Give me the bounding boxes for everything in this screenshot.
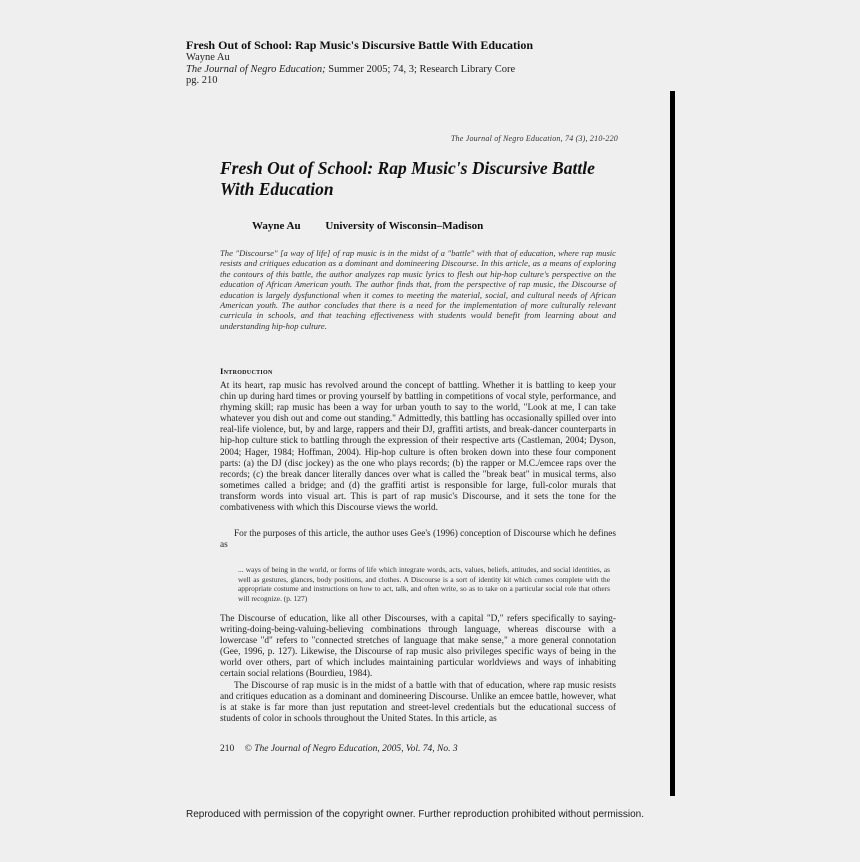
article-title: Fresh Out of School: Rap Music's Discursive Battle With Education (220, 158, 595, 199)
paragraph-text: The Discourse of education, like all other Discourses, with a capital "D," refers specifically to saying-writing-doing-being-valuing-believing combinations through language, whereas discourse with a lowercase "d" refers to "connected stretches of language that make sense," a more general connotation (Gee, 1996, p. 127). Likewise, the Discourse of rap music also privileges specific ways of being in the world over others, part of which includes maintaining particular worldviews and ways of inhabiting certain social relations (Bourdieu, 1984). (220, 614, 616, 680)
section-heading: Introduction (220, 366, 273, 376)
reproduction-notice: Reproduced with permission of the copyright owner. Further reproduction prohibited without permission. (186, 809, 645, 820)
citation-header (186, 39, 786, 87)
body-paragraph (220, 681, 616, 725)
page-footer (220, 744, 458, 754)
citation-journal (186, 64, 786, 76)
footer-citation: © The Journal of Negro Education, 2005, Vol. 74, No. 3 (244, 744, 458, 754)
article-page (180, 92, 668, 792)
citation-author: Wayne Au (186, 52, 230, 63)
citation-journal-details: Summer 2005; 74, 3; Research Library Core (325, 63, 516, 75)
body-paragraph (220, 614, 616, 681)
citation-title: Fresh Out of School: Rap Music's Discursive Battle With Education (186, 38, 534, 52)
page-number: 210 (220, 744, 235, 754)
scan-edge-bar (670, 91, 675, 796)
abstract: The "Discourse" [a way of life] of rap music is in the midst of a "battle" with that of education, where rap music resists and critiques education as a dominant and domineering Discourse. In this article, as a means of exploring the contours of this battle, the author analyzes rap music lyrics to flesh out hip-hop culture's perspective on the education of African American youth. The author finds that, from the perspective of rap music, the Discourse of education is largely dysfunctional when it comes to meeting the material, social, and cultural needs of African American youth. The author concludes that there is a need for the implementation of more culturally relevant curricula in schools, and that teaching effectiveness with students would benefit from learning about and understanding hip-hop culture. (220, 248, 616, 331)
byline (252, 220, 483, 232)
body-paragraph (220, 381, 616, 514)
running-head: The Journal of Negro Education, 74 (3), 210-220 (450, 134, 618, 143)
paragraph-text: The Discourse of rap music is in the midst of a battle with that of education, where rap music resists and critiques education as a dominant and domineering Discourse. Unlike an emcee battle, however, what is at stake is far more than just reputation and street-level credentials but the educational success of students of color in schools throughout the United States. In this article, as (220, 681, 616, 725)
paragraph-text: For the purposes of this article, the author uses Gee's (1996) conception of Discourse which he defines as (220, 529, 616, 551)
article-author: Wayne Au (252, 220, 301, 232)
paragraph-text: At its heart, rap music has revolved around the concept of battling. Whether it is battling to keep your chin up during hard times or proving yourself by battling in competitions of vocal style, performance, and rhyming skill; rap music has been a way for urban youth to say to the world, "Look at me, I can take whatever you dish out and come out standing." Admittedly, this battling has occasionally spilled over into real-life violence, but, by and large, rappers and their DJ, graffiti artists, and break-dancer counterparts in hip-hop culture stick to battling through the expression of their respective arts (Castleman, 2004; Dyson, 2004; Hager, 1984; Hoffman, 2004). Hip-hop culture is often broken down into these four component parts: (a) the DJ (disc jockey) as the one who plays records; (b) the rapper or M.C./emcee raps over the records; (c) the break dancer literally dances over what is called the "break beat" in musical terms, also sometimes called a bridge; and (d) the graffiti artist is responsible for large, full-color murals that transform words into visual art. This is part of rap music's Discourse, and it sets the tone for the combativeness with which this Discourse views the world. (220, 381, 616, 514)
body-paragraph (220, 529, 616, 551)
citation-page: pg. 210 (186, 75, 218, 86)
article-affiliation: University of Wisconsin–Madison (325, 220, 484, 232)
citation-journal-name: The Journal of Negro Education; (186, 63, 326, 75)
block-quote: ... ways of being in the world, or forms of life which integrate words, acts, values, beliefs, attitudes, and social identities, as well as gestures, glances, body positions, and clothes. A Discourse is a sort of identity kit which comes complete with the appropriate costume and instructions on how to act, talk, and often write, so as to take on a particular social role that others will recognize. (p. 127) (238, 565, 610, 603)
